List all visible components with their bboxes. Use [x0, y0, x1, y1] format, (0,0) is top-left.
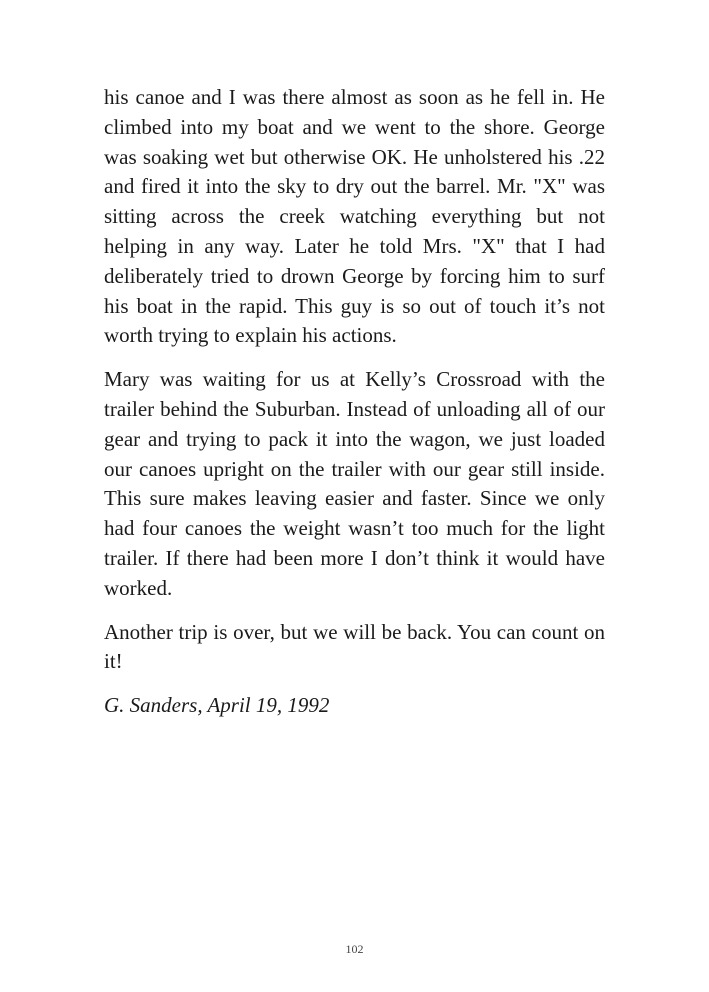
paragraph-trip-over: Another trip is over, but we will be back. You can count on it!	[104, 619, 605, 674]
paragraph-kellys-crossroad: Mary was waiting for us at Kelly’s Crossroad with the trailer behind the Suburban. Instead of unloading all of our gear and trying to pack it into the wagon, we just loaded our canoes upright on the trailer with our gear still inside. This sure makes leaving easier and faster. Since we only had four canoes the weight wasn’t too much for the light trailer. If there had been more I don’t think it would have worked.	[104, 367, 605, 600]
page-number: 102	[345, 942, 364, 956]
author-signature: G. Sanders, April 19, 1992	[104, 693, 330, 718]
paragraph-canoe-rescue: his canoe and I was there almost as soon as he fell in. He climbed into my boat and we went to the shore. George was soaking wet but otherwise OK. He unholstered his .22 and fired it into the sky to dry out the barrel. Mr. "X" was sitting across the creek watching everything but not helping in any way. Later he told Mrs. "X" that I had deliberately tried to drown George by forcing him to surf his boat in the rapid. This guy is so out of touch it’s not worth trying to explain his actions.	[104, 85, 605, 348]
page-body	[104, 83, 605, 721]
